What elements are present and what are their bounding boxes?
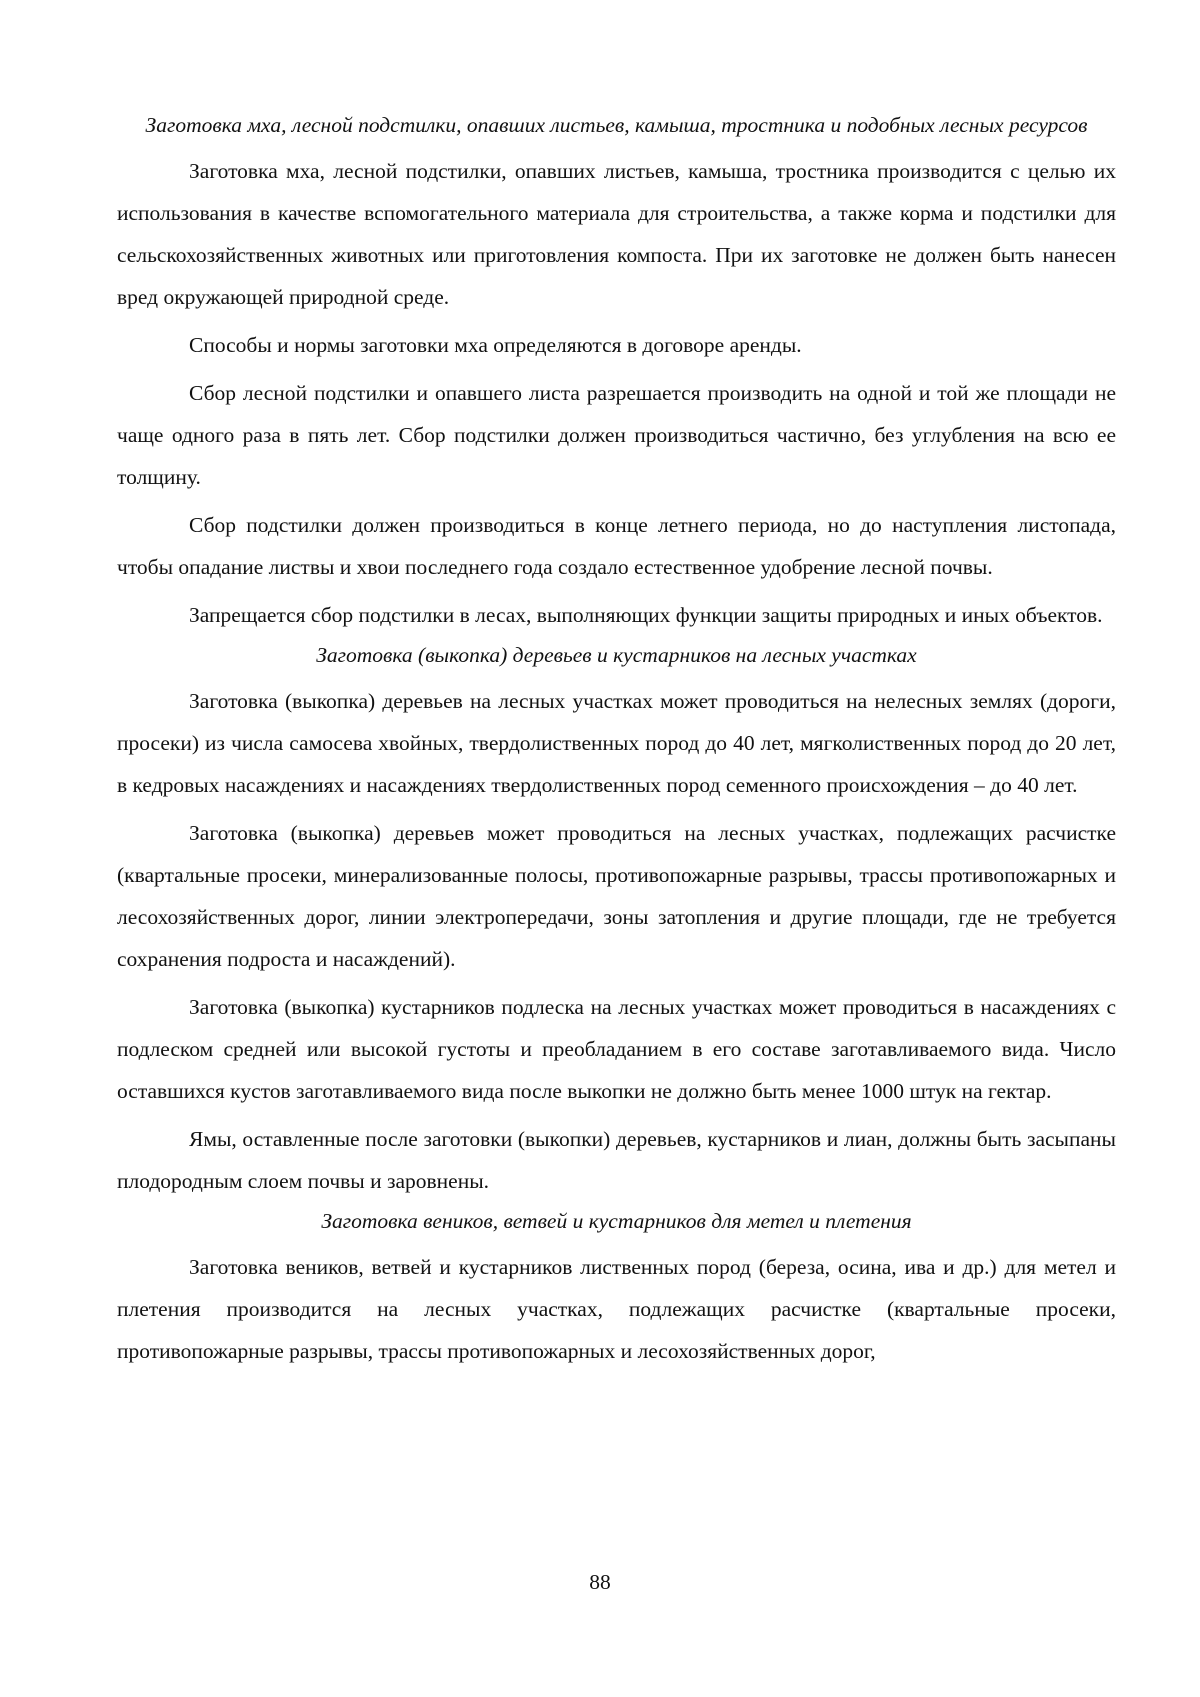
page-content [117, 112, 1116, 1378]
paragraph: Заготовка (выкопка) деревьев на лесных участках может проводиться на нелесных землях (дороги, просеки) из числа самосева хвойных, твердолиственных пород до 40 лет, мягколиственных пород до 20 лет, в кедровых насаждениях и насаждениях твердолиственных пород семенного происхождения – до 40 лет. [117, 689, 1116, 797]
paragraph: Сбор лесной подстилки и опавшего листа разрешается производить на одной и той же площади не чаще одного раза в пять лет. Сбор подстилки должен производиться частично, без углубления на всю ее толщину. [117, 381, 1116, 489]
paragraph: Заготовка (выкопка) кустарников подлеска на лесных участках может проводиться в насаждениях с подлеском средней или высокой густоты и преобладанием в его составе заготавливаемого вида. Число оставшихся кустов заготавливаемого вида после выкопки не должно быть менее 1000 штук на гектар. [117, 995, 1116, 1103]
section-tree-digging [117, 642, 1116, 1202]
paragraph: Ямы, оставленные после заготовки (выкопки) деревьев, кустарников и лиан, должны быть засыпаны плодородным слоем почвы и заровнены. [117, 1127, 1116, 1193]
section-brooms-branches [117, 1208, 1116, 1372]
paragraph: Заготовка мха, лесной подстилки, опавших листьев, камыша, тростника производится с целью их использования в качестве вспомогательного материала для строительства, а также корма и подстилки для сельскохозяйственных животных или приготовления компоста. При их заготовке не должен быть нанесен вред окружающей природной среде. [117, 159, 1116, 309]
paragraph: Заготовка веников, ветвей и кустарников лиственных пород (береза, осина, ива и др.) для метел и плетения производится на лесных участках, подлежащих расчистке (квартальные просеки, противопожарные разрывы, трассы противопожарных и лесохозяйственных дорог, [117, 1255, 1116, 1363]
section-heading: Заготовка веников, ветвей и кустарников для метел и плетения [321, 1209, 912, 1233]
section-moss-litter [117, 112, 1116, 636]
section-heading: Заготовка мха, лесной подстилки, опавших листьев, камыша, тростника и подобных лесных ресурсов [145, 113, 1088, 137]
paragraph: Сбор подстилки должен производиться в конце летнего периода, но до наступления листопада, чтобы опадание листвы и хвои последнего года создало естественное удобрение лесной почвы. [117, 513, 1116, 579]
section-heading: Заготовка (выкопка) деревьев и кустарников на лесных участках [316, 643, 917, 667]
page-number: 88 [589, 1570, 611, 1594]
paragraph: Способы и нормы заготовки мха определяются в договоре аренды. [189, 333, 802, 357]
paragraph: Запрещается сбор подстилки в лесах, выполняющих функции защиты природных и иных объектов. [189, 603, 1103, 627]
paragraph: Заготовка (выкопка) деревьев может проводиться на лесных участках, подлежащих расчистке (квартальные просеки, минерализованные полосы, противопожарные разрывы, трассы противопожарных и лесохозяйственных дорог, линии электропередачи, зоны затопления и другие площади, где не требуется сохранения подроста и насаждений). [117, 821, 1116, 971]
